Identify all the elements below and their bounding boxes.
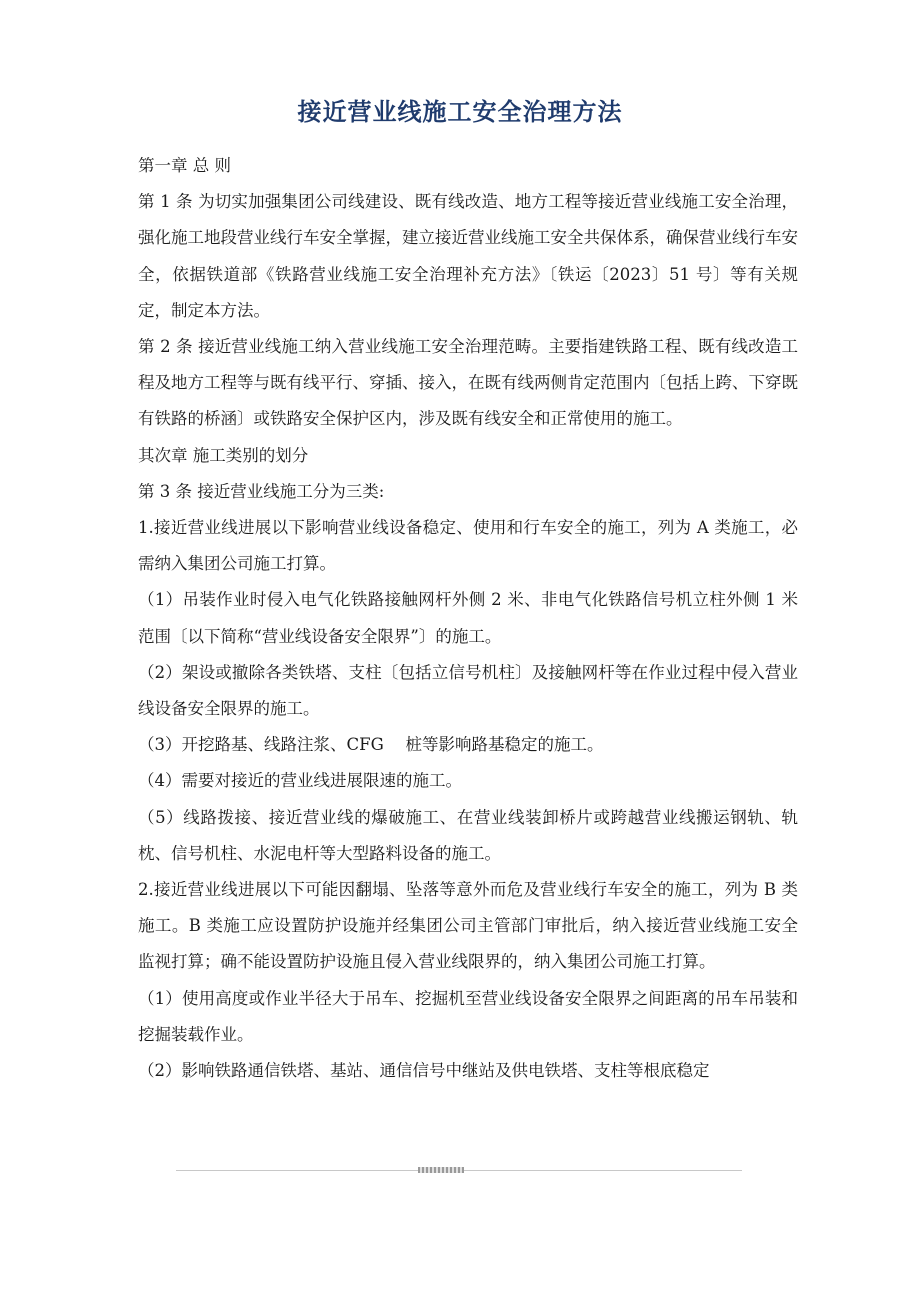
- article-paragraph: 第 3 条 接近营业线施工分为三类:: [138, 481, 385, 501]
- sub-list-item: （1）使用高度或作业半径大于吊车、挖掘机至营业线设备安全限界之间距离的吊车吊装和挖掘装载作业。: [138, 988, 798, 1044]
- sub-list-item: （3）开挖路基、线路注浆、CFG 桩等影响路基稳定的施工。: [138, 735, 604, 755]
- article-paragraph: 第 2 条 接近营业线施工纳入营业线施工安全治理范畴。主要指建铁路工程、既有线改造工程及地方工程等与既有线平行、穿插、接入，在既有线两侧肯定范围内〔包括上跨、下穿既有铁路的桥涵〕或铁路安全保护区内，涉及既有线安全和正常使用的施工。: [138, 337, 798, 429]
- document-title: 接近营业线施工安全治理方法: [297, 98, 623, 126]
- sub-list-item: （5）线路拨接、接近营业线的爆破施工、在营业线装卸桥片或跨越营业线搬运钢轨、轨枕、信号机柱、水泥电杆等大型路料设备的施工。: [138, 807, 798, 863]
- list-item: 2.接近营业线进展以下可能因翻塌、坠落等意外而危及营业线行车安全的施工，列为 B 类施工。B 类施工应设置防护设施并经集团公司主管部门审批后，纳入接近营业线施工安全监视打算；确不能设置防护设施且侵入营业线限界的，纳入集团公司施工打算。: [138, 880, 798, 972]
- article-paragraph: 第 1 条 为切实加强集团公司线建设、既有线改造、地方工程等接近营业线施工安全治理，强化施工地段营业线行车安全掌握，建立接近营业线施工安全共保体系，确保营业线行车安全，依据铁道部《铁路营业线施工安全治理补充方法》〔铁运〔2023〕51 号〕等有关规定，制定本方法。: [138, 192, 798, 320]
- sub-list-item: （4）需要对接近的营业线进展限速的施工。: [138, 771, 462, 791]
- sub-list-item: （1）吊装作业时侵入电气化铁路接触网杆外侧 2 米、非电气化铁路信号机立柱外侧 1 米范围〔以下简称“营业线设备安全限界”〕的施工。: [138, 590, 798, 646]
- footer-ornament: [418, 1167, 464, 1173]
- document-body: [138, 148, 798, 1089]
- list-item: 1.接近营业线进展以下影响营业线设备稳定、使用和行车安全的施工，列为 A 类施工，必需纳入集团公司施工打算。: [138, 518, 798, 574]
- sub-list-item: （2）架设或撤除各类铁塔、支柱〔包括立信号机柱〕及接触网杆等在作业过程中侵入营业线设备安全限界的施工。: [138, 662, 798, 719]
- chapter-heading: 其次章 施工类别的划分: [138, 445, 309, 465]
- chapter-heading: 第一章 总 则: [138, 156, 231, 175]
- sub-list-item: （2）影响铁路通信铁塔、基站、通信信号中继站及供电铁塔、支柱等根底稳定: [138, 1061, 710, 1081]
